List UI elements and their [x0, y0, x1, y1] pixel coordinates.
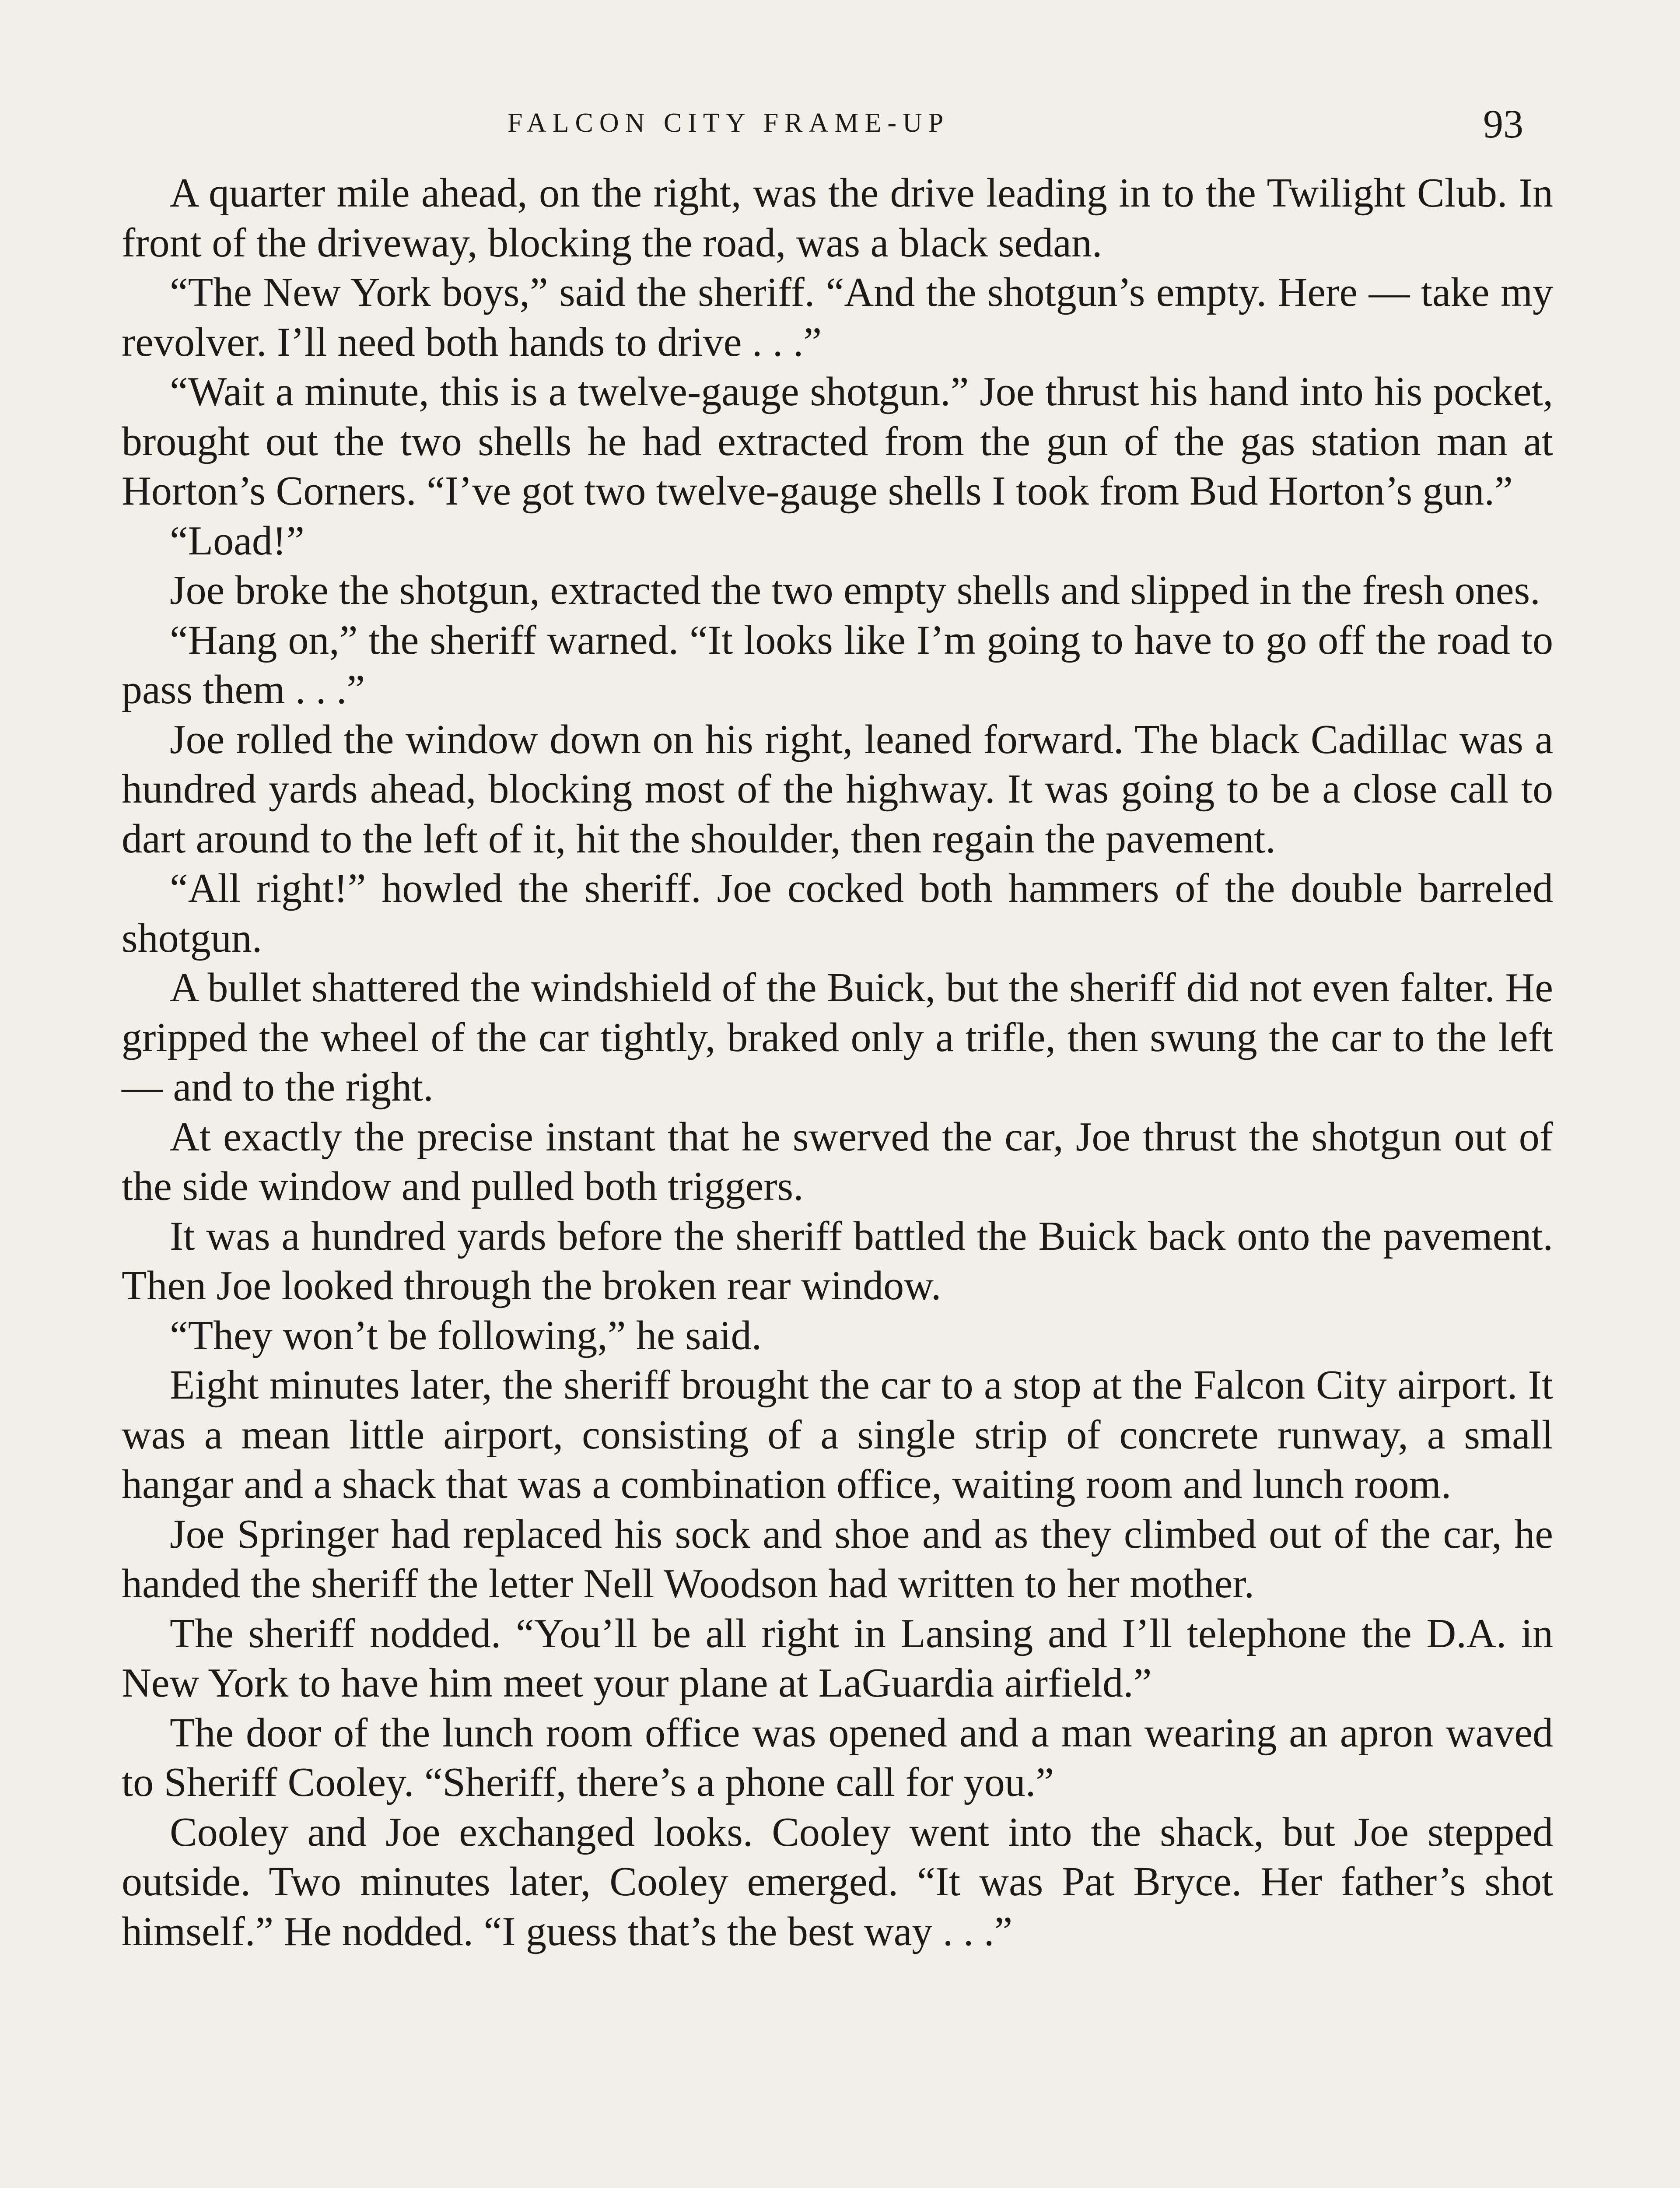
paragraph: “The New York boys,” said the sheriff. “And the shotgun’s empty. Here — take my revolver. I’ll need both hands to drive . . .”: [122, 270, 1553, 365]
paragraph: “They won’t be following,” he said.: [170, 1312, 762, 1358]
paragraph: Joe broke the shotgun, extracted the two empty shells and slipped in the fresh ones.: [170, 568, 1540, 613]
body-text: [122, 168, 1553, 1957]
running-head: FALCON CITY FRAME-UP: [508, 108, 950, 138]
paragraph: A bullet shattered the windshield of the Buick, but the sheriff did not even falter. He gripped the wheel of the car tightly, braked only a trifle, then swung the car to the left — and to the right.: [122, 965, 1553, 1110]
paragraph: Joe Springer had replaced his sock and shoe and as they climbed out of the car, he handed the sheriff the letter Nell Woodson had written to her mother.: [122, 1511, 1553, 1606]
paragraph: “All right!” howled the sheriff. Joe cocked both hammers of the double barreled shotgun.: [122, 866, 1553, 961]
page-header: [0, 92, 1680, 162]
paragraph: The sheriff nodded. “You’ll be all right in Lansing and I’ll telephone the D.A. in New York to have him meet your plane at LaGuardia airfield.”: [122, 1610, 1553, 1706]
paragraph: “Load!”: [170, 518, 304, 564]
paragraph: Cooley and Joe exchanged looks. Cooley went into the shack, but Joe stepped outside. Two minutes later, Cooley emerged. “It was Pat Bryce. Her father’s shot himself.” He nodded. “I guess that’s the best way . . .”: [122, 1809, 1553, 1954]
paragraph: The door of the lunch room office was opened and a man wearing an apron waved to Sheriff Cooley. “Sheriff, there’s a phone call for you.”: [122, 1710, 1553, 1805]
paragraph: A quarter mile ahead, on the right, was the drive leading in to the Twilight Club. In front of the driveway, blocking the road, was a black sedan.: [122, 170, 1553, 266]
page-number: 93: [1483, 102, 1523, 146]
paragraph: “Wait a minute, this is a twelve-gauge shotgun.” Joe thrust his hand into his pocket, brought out the two shells he had extracted from the gun of the gas station man at Horton’s Corners. “I’ve got two twelve-gauge shells I took from Bud Horton’s gun.”: [122, 369, 1553, 514]
paragraph: At exactly the precise instant that he swerved the car, Joe thrust the shotgun out of the side window and pulled both triggers.: [122, 1114, 1553, 1209]
paragraph: Eight minutes later, the sheriff brought the car to a stop at the Falcon City airport. It was a mean little airport, consisting of a single strip of concrete runway, a small hangar and a shack that was a combination office, waiting room and lunch room.: [122, 1362, 1553, 1507]
paragraph: Joe rolled the window down on his right, leaned forward. The black Cadillac was a hundred yards ahead, blocking most of the highway. It was going to be a close call to dart around to the left of it, hit the shoulder, then regain the pavement.: [122, 716, 1553, 862]
paragraph: It was a hundred yards before the sheriff battled the Buick back onto the pavement. Then Joe looked through the broken rear window.: [122, 1213, 1553, 1308]
paragraph: “Hang on,” the sheriff warned. “It looks like I’m going to have to go off the road to pass them . . .”: [122, 617, 1553, 712]
